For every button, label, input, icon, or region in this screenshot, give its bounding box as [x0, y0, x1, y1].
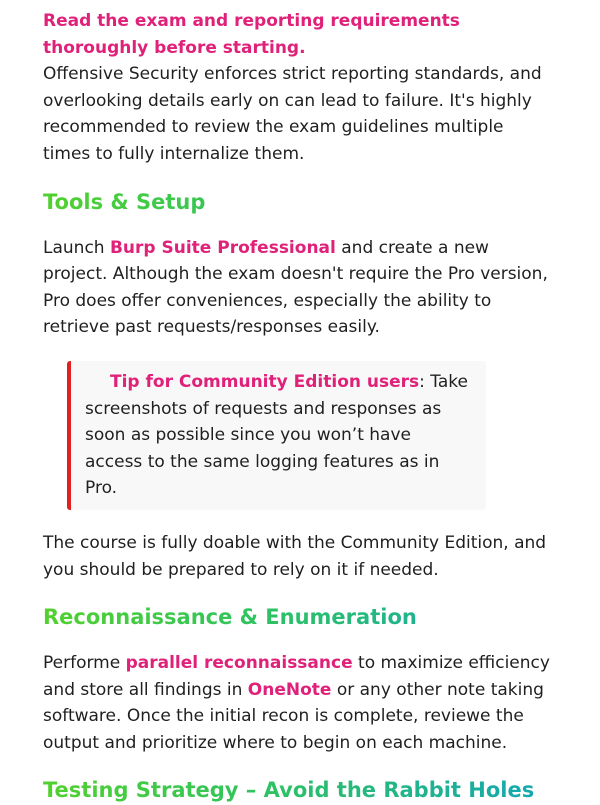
recon-text-mid: to maximize efficiency and store all findings in — [43, 653, 550, 700]
tools-text-after: and create a new project. Although the exam doesn't require the Pro version, Pro does offer conveniences, especially the ability to retrieve past requests/responses easily. — [43, 237, 548, 338]
heading-testing-strategy: Testing Strategy – Avoid the Rabbit Holes — [43, 775, 556, 805]
tip-text: : Take screenshots of requests and responses as soon as possible since you won’t have access to the same logging features as in Pro. — [85, 371, 468, 499]
tools-paragraph — [43, 235, 556, 341]
community-edition-paragraph: The course is fully doable with the Community Edition, and you should be prepared to rely on it if needed. — [43, 532, 547, 580]
onenote-highlight: OneNote — [247, 679, 332, 700]
burp-suite-highlight: Burp Suite Professional — [109, 237, 336, 258]
heading-recon-enumeration: Reconnaissance & Enumeration — [43, 602, 556, 632]
recon-text-after: or any other note taking software. Once the initial recon is complete, reviewe the output and prioritize where to begin on each machine. — [43, 679, 544, 753]
community-edition-tip-callout — [67, 361, 486, 510]
intro-lead: Read the exam and reporting requirements thoroughly before starting. — [43, 11, 460, 58]
intro-body: Offensive Security enforces strict reporting standards, and overlooking details early on can lead to failure. It's highly recommended to review the exam guidelines multiple times to fully internalize them. — [43, 64, 542, 164]
tools-text-before: Launch — [43, 237, 110, 258]
tip-label: Tip for Community Edition users — [110, 371, 420, 392]
intro-paragraph — [43, 8, 556, 168]
recon-text-before: Performe — [43, 653, 126, 674]
heading-tools-setup: Tools & Setup — [43, 187, 556, 217]
recon-paragraph — [43, 650, 556, 756]
parallel-recon-highlight: parallel reconnaissance — [125, 653, 353, 674]
